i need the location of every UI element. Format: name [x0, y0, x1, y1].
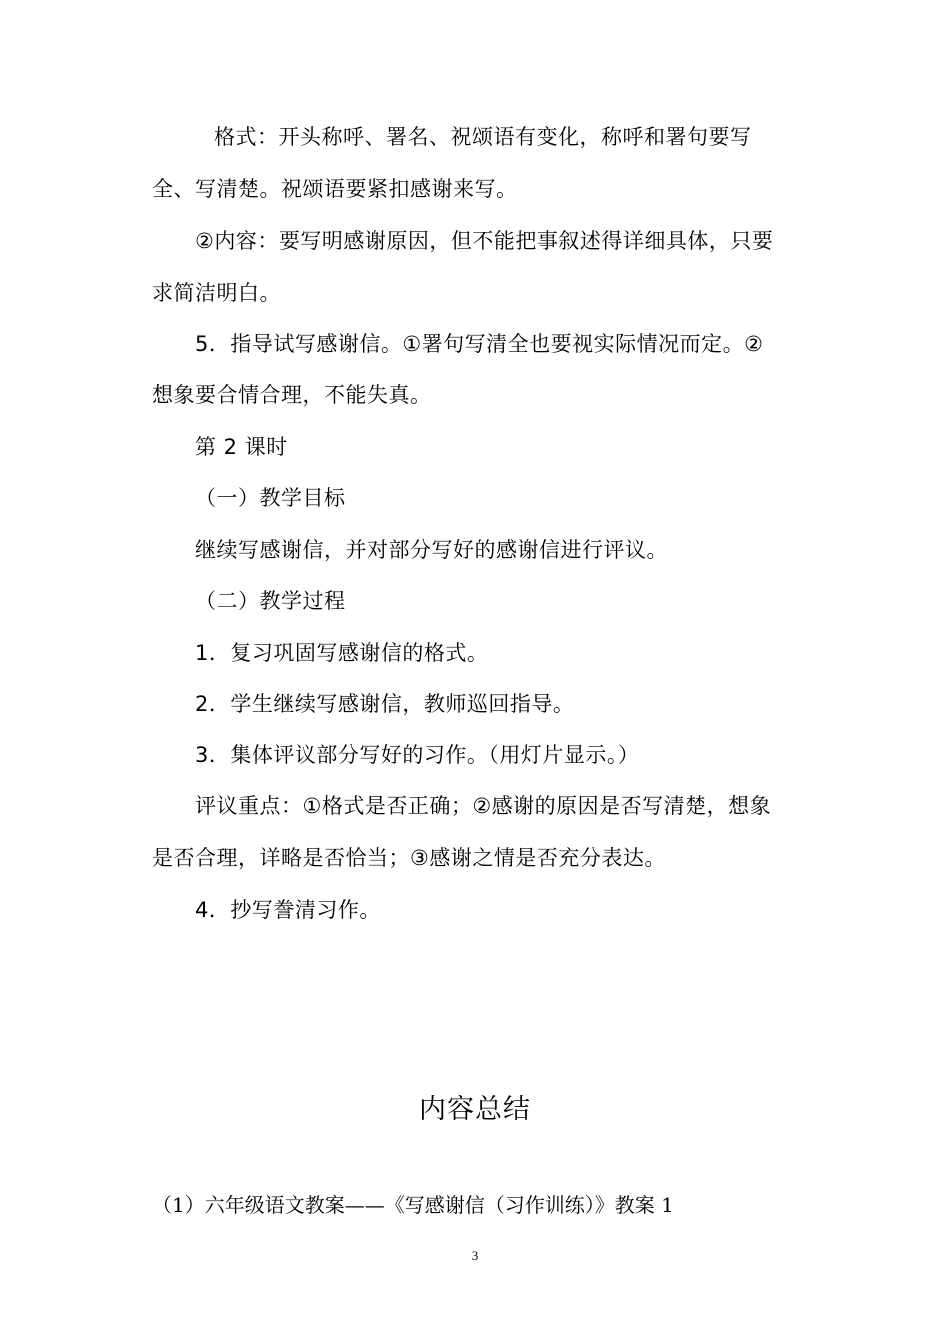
process-step-2: 2．学生继续写感谢信，教师巡回指导。: [195, 692, 575, 716]
process-step-1: 1．复习巩固写感谢信的格式。: [195, 641, 489, 665]
review-points-line-2: 是否合理，详略是否恰当；③感谢之情是否充分表达。: [152, 846, 666, 870]
lesson-2-heading: 第 2 课时: [195, 435, 288, 459]
paragraph-format-line-2: 全、写清楚。祝颂语要紧扣感谢来写。: [152, 177, 518, 201]
summary-item: （1）六年级语文教案——《写感谢信（习作训练）》教案 1: [152, 1193, 674, 1217]
paragraph-format-line-1: 格式：开头称呼、署名、祝颂语有变化，称呼和署句要写: [214, 125, 752, 149]
paragraph-content-line-1: ②内容：要写明感谢原因，但不能把事叙述得详细具体，只要: [195, 229, 774, 253]
paragraph-step5-line-1: 5．指导试写感谢信。①署句写清全也要视实际情况而定。②: [195, 332, 764, 356]
paragraph-content-line-2: 求简洁明白。: [152, 281, 281, 305]
section-teaching-process-heading: （二）教学过程: [195, 589, 346, 613]
page-number: 3: [471, 1248, 479, 1263]
summary-title: 内容总结: [419, 1094, 531, 1125]
process-step-3: 3．集体评议部分写好的习作。（用灯片显示。）: [195, 743, 640, 767]
section-teaching-goals-heading: （一）教学目标: [195, 486, 346, 510]
review-points-line-1: 评议重点：①格式是否正确；②感谢的原因是否写清楚，想象: [195, 794, 772, 818]
process-step-4: 4．抄写誊清习作。: [195, 898, 381, 922]
paragraph-step5-line-2: 想象要合情合理，不能失真。: [152, 383, 432, 407]
teaching-goal-text: 继续写感谢信，并对部分写好的感谢信进行评议。: [195, 538, 668, 562]
